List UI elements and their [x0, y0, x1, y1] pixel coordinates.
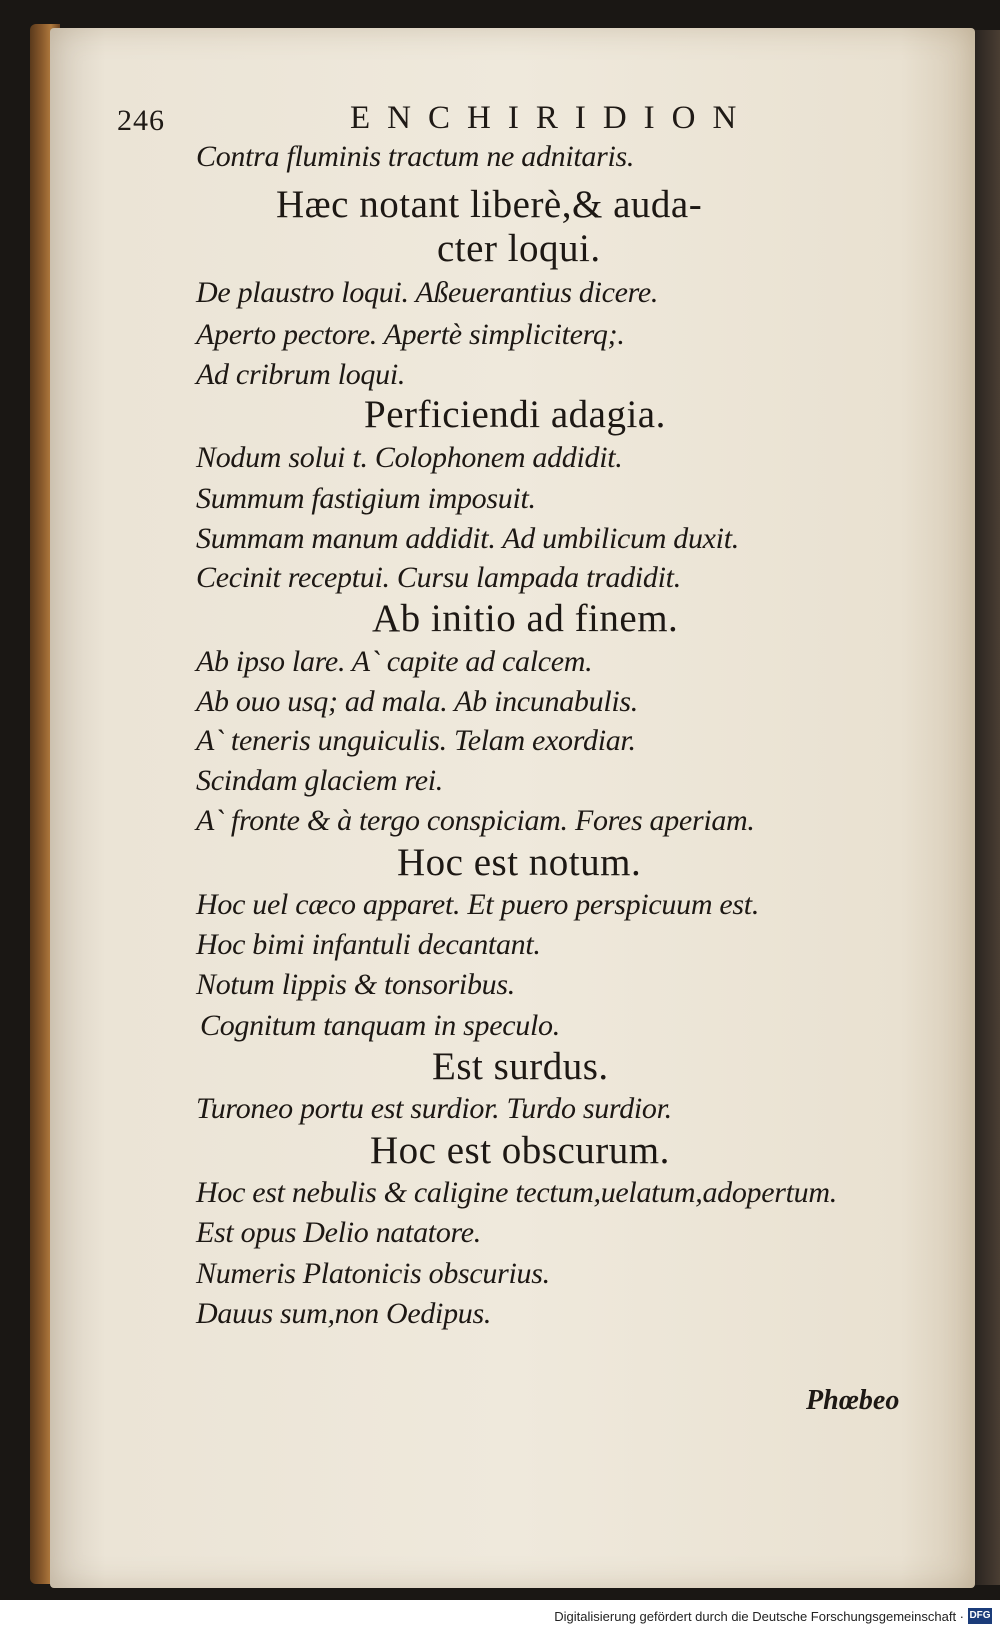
running-head: ENCHIRIDION	[350, 100, 754, 136]
footer-bar	[0, 1600, 1000, 1634]
funding-credit: Digitalisierung gefördert durch die Deutsche Forschungsgemeinschaft ·	[554, 1609, 964, 1624]
section-heading: Ab initio ad finem.	[372, 597, 679, 640]
page-number: 246	[117, 104, 165, 137]
text-line: Hoc bimi infantuli decantant.	[196, 928, 541, 961]
dfg-logo-icon: DFG	[968, 1608, 992, 1624]
text-line: Summum fastigium imposuit.	[196, 482, 536, 515]
text-line: Scindam glaciem rei.	[196, 764, 443, 797]
text-line: Cecinit receptui. Cursu lampada tradidit.	[196, 561, 681, 594]
text-line: Summam manum addidit. Ad umbilicum duxit.	[196, 522, 739, 555]
text-line: Dauus sum,non Oedipus.	[196, 1297, 492, 1330]
text-line: Ab ipso lare. A` capite ad calcem.	[196, 645, 593, 678]
section-heading: cter loqui.	[437, 227, 601, 270]
section-heading: Hoc est notum.	[397, 841, 642, 884]
text-line: Hoc uel cæco apparet. Et puero perspicuum est.	[196, 888, 760, 921]
text-line: Aperto pectore. Apertè simpliciterq;.	[196, 318, 625, 351]
text-line: Nodum solui t. Colophonem addidit.	[196, 441, 623, 474]
text-line: Cognitum tanquam in speculo.	[200, 1009, 560, 1042]
bleed-through-text	[700, 60, 930, 1370]
text-line: Ad cribrum loqui.	[196, 358, 406, 391]
text-line: Numeris Platonicis obscurius.	[196, 1257, 550, 1290]
facing-page-edge	[975, 30, 1000, 1585]
text-line: A` teneris unguiculis. Telam exordiar.	[196, 724, 636, 757]
text-line: A` fronte & à tergo conspiciam. Fores aperiam.	[196, 804, 755, 837]
text-line: Ab ouo usq; ad mala. Ab incunabulis.	[196, 685, 638, 718]
text-line: De plaustro loqui. Aßeuerantius dicere.	[196, 276, 659, 309]
text-line: Contra fluminis tractum ne adnitaris.	[196, 140, 635, 173]
section-heading: Hæc notant liberè,& auda-	[276, 183, 703, 226]
text-line: Notum lippis & tonsoribus.	[196, 968, 515, 1001]
catchword: Phœbeo	[806, 1385, 900, 1416]
section-heading: Perficiendi adagia.	[364, 393, 666, 436]
section-heading: Est surdus.	[432, 1045, 609, 1088]
section-heading: Hoc est obscurum.	[370, 1129, 670, 1172]
text-line: Turoneo portu est surdior. Turdo surdior.	[196, 1092, 672, 1125]
text-line: Est opus Delio natatore.	[196, 1216, 482, 1249]
text-line: Hoc est nebulis & caligine tectum,uelatum,adopertum.	[196, 1176, 837, 1209]
